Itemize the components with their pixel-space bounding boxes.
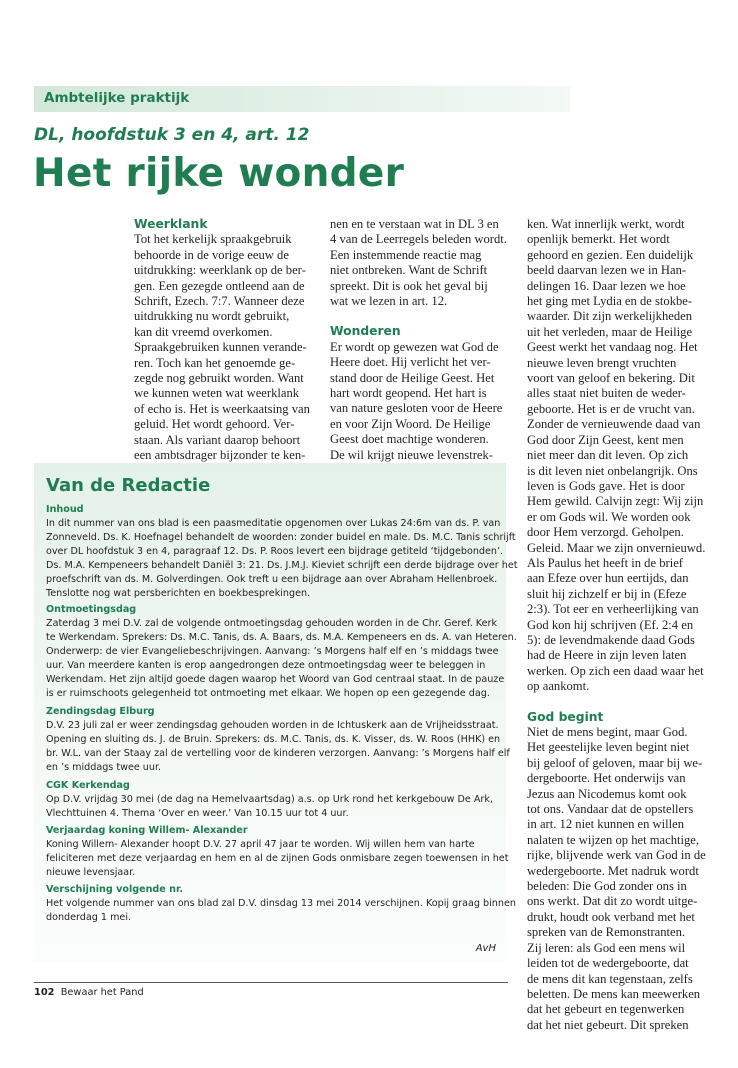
editorial-heading: Inhoud [46, 504, 84, 515]
text-line: nieuwe leven brengt vruchten [527, 355, 677, 370]
text-line: aan Efeze over hun eertijds, dan [527, 571, 689, 586]
text-line: nalaten te wijzen op het machtige, [527, 832, 700, 847]
editorial-line: Opening en sluiting ds. J. de Bruin. Sprekers: ds. M.C. Tanis, ds. K. Visser, ds. W. Roos (HHK) en [46, 734, 501, 745]
text-line: sluit hij zichzelf er bij in (Efeze [527, 586, 687, 601]
editorial-line: feliciteren met deze verjaardag en hem en al de zijnen Gods onmisbare zegen toewensen in het [46, 853, 509, 864]
text-line: spreekt. Dit is ook het geval bij [330, 278, 488, 293]
editorial-line: br. W.L. van der Staay zal de vertelling voor de kinderen verzorgen. Aanvang: ’s Morgens half elf [46, 748, 510, 759]
editorial-line: uur. Van meerdere kanten is erop aangedrongen deze ontmoetingsdag weer te beleggen in [46, 660, 486, 671]
text-line: voort van geloof en bekering. Dit [527, 371, 695, 386]
text-line: door Hem verzorgd. Geholpen. [527, 525, 684, 540]
text-line: stand door de Heilige Geest. Het [330, 370, 495, 385]
text-line: Jezus aan Nicodemus komt ook [527, 786, 687, 801]
editorial-line: is er ruimschoots gelegenheid tot ontmoeting met elkaar. We hopen op een gezegende dag. [46, 688, 490, 699]
editorial-line: te Werkendam. Sprekers: Ds. M.C. Tanis, ds. A. Baars, ds. M.A. Kempeneers en ds. A. van Heteren. [46, 632, 517, 643]
editorial-line: Koning Willem- Alexander hoopt D.V. 27 april 47 jaar te worden. Wij willen hem van harte [46, 839, 475, 850]
text-line: Zonder de vernieuwende daad van [527, 417, 701, 432]
text-line: bij geloof of geloven, maar bij we- [527, 755, 703, 770]
editorial-line: Het volgende nummer van ons blad zal D.V. dinsdag 13 mei 2014 verschijnen. Kopij graag binnen [46, 898, 516, 909]
editorial-line: proefschrift van ds. M. Golverdingen. Ook treft u een bijdrage aan over Abraham Hellenbroek. [46, 574, 498, 585]
text-line: Geleid. Maar we zijn onvernieuwd. [527, 540, 706, 555]
text-line: of echo is. Het is weerkaatsing van [134, 401, 310, 416]
article-column-3 [527, 217, 706, 1033]
text-line: spreken van de Remonstranten. [527, 925, 686, 940]
editorial-section-inhoud [46, 503, 518, 601]
text-line: God door Zijn Geest, kent men [527, 432, 684, 447]
article-column-2 [330, 217, 507, 463]
text-line: Een instemmende reactie mag [330, 247, 482, 262]
text-line: van nature gesloten voor de Heere [330, 401, 503, 416]
editorial-line: donderdag 1 mei. [46, 912, 132, 923]
text-line: Tot het kerkelijk spraakgebruik [134, 232, 292, 247]
text-line: niet ontbreken. Want de Schrift [330, 263, 488, 278]
text-line: Als Paulus het heeft in de brief [527, 555, 683, 570]
text-line: de mens dit kan tegenstaan, zelfs [527, 971, 693, 986]
text-line: hart wordt geopend. Het hart is [330, 386, 487, 401]
editorial-line: Vlechttuinen 4. Thema ‘Over en weer.’ Van 10.15 uur tot 4 uur. [46, 808, 349, 819]
text-line: gehoord en gezien. Een duidelijk [527, 247, 694, 262]
text-line: ren. Toch kan het genoemde ge- [134, 355, 296, 370]
text-line: op aankomt. [527, 679, 590, 694]
editorial-line: Werkendam. Het zijn altijd goede dagen waarop het Woord van God centraal staat. In de pauze [46, 674, 505, 685]
text-line: in art. 12 niet kunnen en willen [527, 817, 685, 832]
text-line: is dit leven niet onbelangrijk. Ons [527, 463, 698, 478]
editorial-heading: CGK Kerkendag [46, 780, 130, 791]
text-line: dat het niet gebeurt. Dit spreken [527, 1017, 689, 1032]
editorial-line: Tenslotte nog wat persberichten en boekbesprekingen. [46, 588, 311, 599]
editorial-heading: Verschijning volgende nr. [46, 884, 183, 895]
text-line: alles staat niet buiten de weder- [527, 386, 686, 401]
text-line: 4 van de Leerregels beleden wordt. [330, 232, 507, 247]
text-line: openlijk bemerkt. Het wordt [527, 232, 670, 247]
editorial-section-verjaardag [46, 824, 509, 880]
text-lines [527, 217, 706, 695]
text-line: Schrift, Ezech. 7:7. Wanneer deze [134, 294, 305, 309]
article-title: Het rijke wonder [33, 151, 405, 196]
text-line: het ging met Lydia en de stokbe- [527, 294, 693, 309]
editorial-title: Van de Redactie [46, 475, 211, 496]
text-line: ken. Wat innerlijk werkt, wordt [527, 217, 685, 231]
editorial-box [34, 463, 518, 962]
section-heading-weerklank: Weerklank [134, 217, 208, 231]
text-line: nen en te verstaan wat in DL 3 en [330, 217, 499, 231]
text-line: Spraakgebruiken kunnen verande- [134, 340, 307, 355]
editorial-line: Ds. M.A. Kempeneers behandelt Daniël 3: 21. Ds. J.M.J. Kieviet schrijft een derde bijdrage over het [46, 560, 518, 571]
text-lines [527, 725, 706, 1033]
page-number: 102 [34, 987, 55, 998]
text-line: uitdrukking nu wordt gebruikt, [134, 309, 290, 324]
text-line: drukt, houdt ook verband met het [527, 909, 695, 924]
text-line: werken. Op zich een daad waar het [527, 663, 704, 678]
text-line: Hem gewild. Calvijn zegt: Wij zijn [527, 494, 704, 509]
text-line: kan dit vreemd overkomen. [134, 324, 273, 339]
editorial-line: Op D.V. vrijdag 30 mei (de dag na Hemelvaartsdag) a.s. op Urk rond het kerkgebouw De Ark, [46, 794, 493, 805]
text-line: Heere doet. Hij verlicht het ver- [330, 355, 491, 370]
editorial-signature: AvH [475, 943, 496, 954]
text-line: uitdrukking: weerklank op de ber- [134, 263, 306, 278]
text-line: we kunnen weten wat weerklank [134, 386, 300, 401]
editorial-line: over DL hoofdstuk 3 en 4, paragraaf 12. Ds. P. Roos levert een bijdrage getiteld ‘tijdgebonden’. [46, 546, 504, 557]
text-line: Het geestelijke leven begint niet [527, 740, 690, 755]
text-line: rijke, blijvende werk van God in de [527, 848, 706, 863]
editorial-heading: Verjaardag koning Willem- Alexander [46, 825, 248, 836]
editorial-heading: Zendingsdag Elburg [46, 706, 155, 717]
text-line: Geest werkt het vandaag nog. Het [527, 340, 698, 355]
text-lines [330, 217, 507, 309]
section-heading-wonderen: Wonderen [330, 324, 401, 339]
text-line: Geest doet machtige wonderen. [330, 432, 489, 447]
section-label: Ambtelijke praktijk [44, 90, 190, 106]
text-line: waarder. Dit zijn werkelijkheden [527, 309, 693, 324]
text-line: God kon hij schrijven (Ef. 2:4 en [527, 617, 694, 632]
editorial-line: D.V. 23 juli zal er weer zendingsdag gehouden worden in de Ichtuskerk aan de Vrijheidsstraat. [46, 720, 499, 731]
section-banner [34, 86, 570, 112]
text-line: tot ons. Vandaar dat de opstellers [527, 802, 694, 817]
text-line: dergeboorte. Het onderwijs van [527, 771, 686, 786]
text-line: staan. Als variant daarop behoort [134, 432, 301, 447]
editorial-section-zendingsdag [46, 705, 510, 775]
text-line: De wil krijgt nieuwe levenstrek- [330, 447, 493, 462]
editorial-line: Onderwerp: de vier Evangeliebeschrijvingen. Aanvang: ’s Morgens half elf en ’s middags twee [46, 646, 499, 657]
text-line: een ambtsdrager bijzonder te ken- [134, 448, 306, 463]
text-line: leiden tot de wedergeboorte, dat [527, 956, 689, 971]
article-subtitle: DL, hoofdstuk 3 en 4, art. 12 [34, 125, 310, 145]
text-line: wedergeboorte. Met nadruk wordt [527, 863, 699, 878]
editorial-section-ontmoetingsdag [46, 603, 517, 701]
editorial-section-kerkendag [46, 779, 502, 821]
text-line: Zij leren: als God een mens wil [527, 940, 686, 955]
text-line: geluid. Het wordt gehoord. Ver- [134, 417, 295, 432]
text-line: Er wordt op gewezen wat God de [330, 339, 499, 354]
article-column-1 [134, 217, 310, 464]
publication-name: Bewaar het Pand [60, 987, 144, 998]
footer-divider [34, 982, 508, 983]
text-line: beeld daarvan lezen we in Han- [527, 263, 687, 278]
text-line: leven is Gods gave. Het is door [527, 478, 685, 493]
text-line: en voor Zijn Woord. De Heilige [330, 416, 491, 431]
editorial-section-verschijning [46, 883, 516, 925]
editorial-line: Zaterdag 3 mei D.V. zal de volgende ontmoetingsdag gehouden worden in de Chr. Geref. Kerk [46, 618, 498, 629]
text-line: niet meer dan dit leven. Op zich [527, 448, 689, 463]
editorial-heading: Ontmoetingsdag [46, 604, 137, 615]
text-line: geboorte. Het is er de vrucht van. [527, 401, 695, 416]
text-line: ons werkt. Dat dit zo wordt uitge- [527, 894, 698, 909]
text-line: dat het gebeurt en tegenwerken [527, 1002, 685, 1017]
editorial-line: In dit nummer van ons blad is een paasmeditatie opgenomen over Lukas 24:6m van ds. P. van [46, 518, 501, 529]
text-line: had de Heere in zijn leven laten [527, 648, 687, 663]
text-line: zegde nog gebruikt worden. Want [134, 371, 304, 386]
text-line: Niet de mens begint, maar God. [527, 725, 688, 739]
text-line: beletten. De mens kan meewerken [527, 986, 701, 1001]
section-heading-god-begint: God begint [527, 709, 604, 724]
text-line: beleden: Die God zonder ons in [527, 879, 687, 894]
text-lines [134, 232, 310, 463]
text-line: behoorde in de vorige eeuw de [134, 247, 289, 262]
text-lines [330, 340, 507, 463]
text-line: gen. Een gezegde ontleend aan de [134, 278, 305, 293]
text-line: delingen 16. Daar lezen we hoe [527, 278, 686, 293]
page-footer [34, 987, 144, 998]
text-line: 2:3). Tot eer en verheerlijking van [527, 602, 699, 617]
editorial-line: en ’s middags twee uur. [46, 762, 162, 773]
editorial-line: nieuwe levensjaar. [46, 867, 136, 878]
text-line: er om Gods wil. We worden ook [527, 509, 691, 524]
text-line: wat we lezen in art. 12. [330, 294, 448, 309]
text-line: 5): de levendmakende daad Gods [527, 632, 695, 647]
editorial-line: Zonneveld. Ds. K. Hoefnagel behandelt de woorden: zonder buidel en male. Ds. M.C. Tanis schrijft [46, 532, 516, 543]
text-line: uit het verleden, maar de Heilige [527, 324, 693, 339]
